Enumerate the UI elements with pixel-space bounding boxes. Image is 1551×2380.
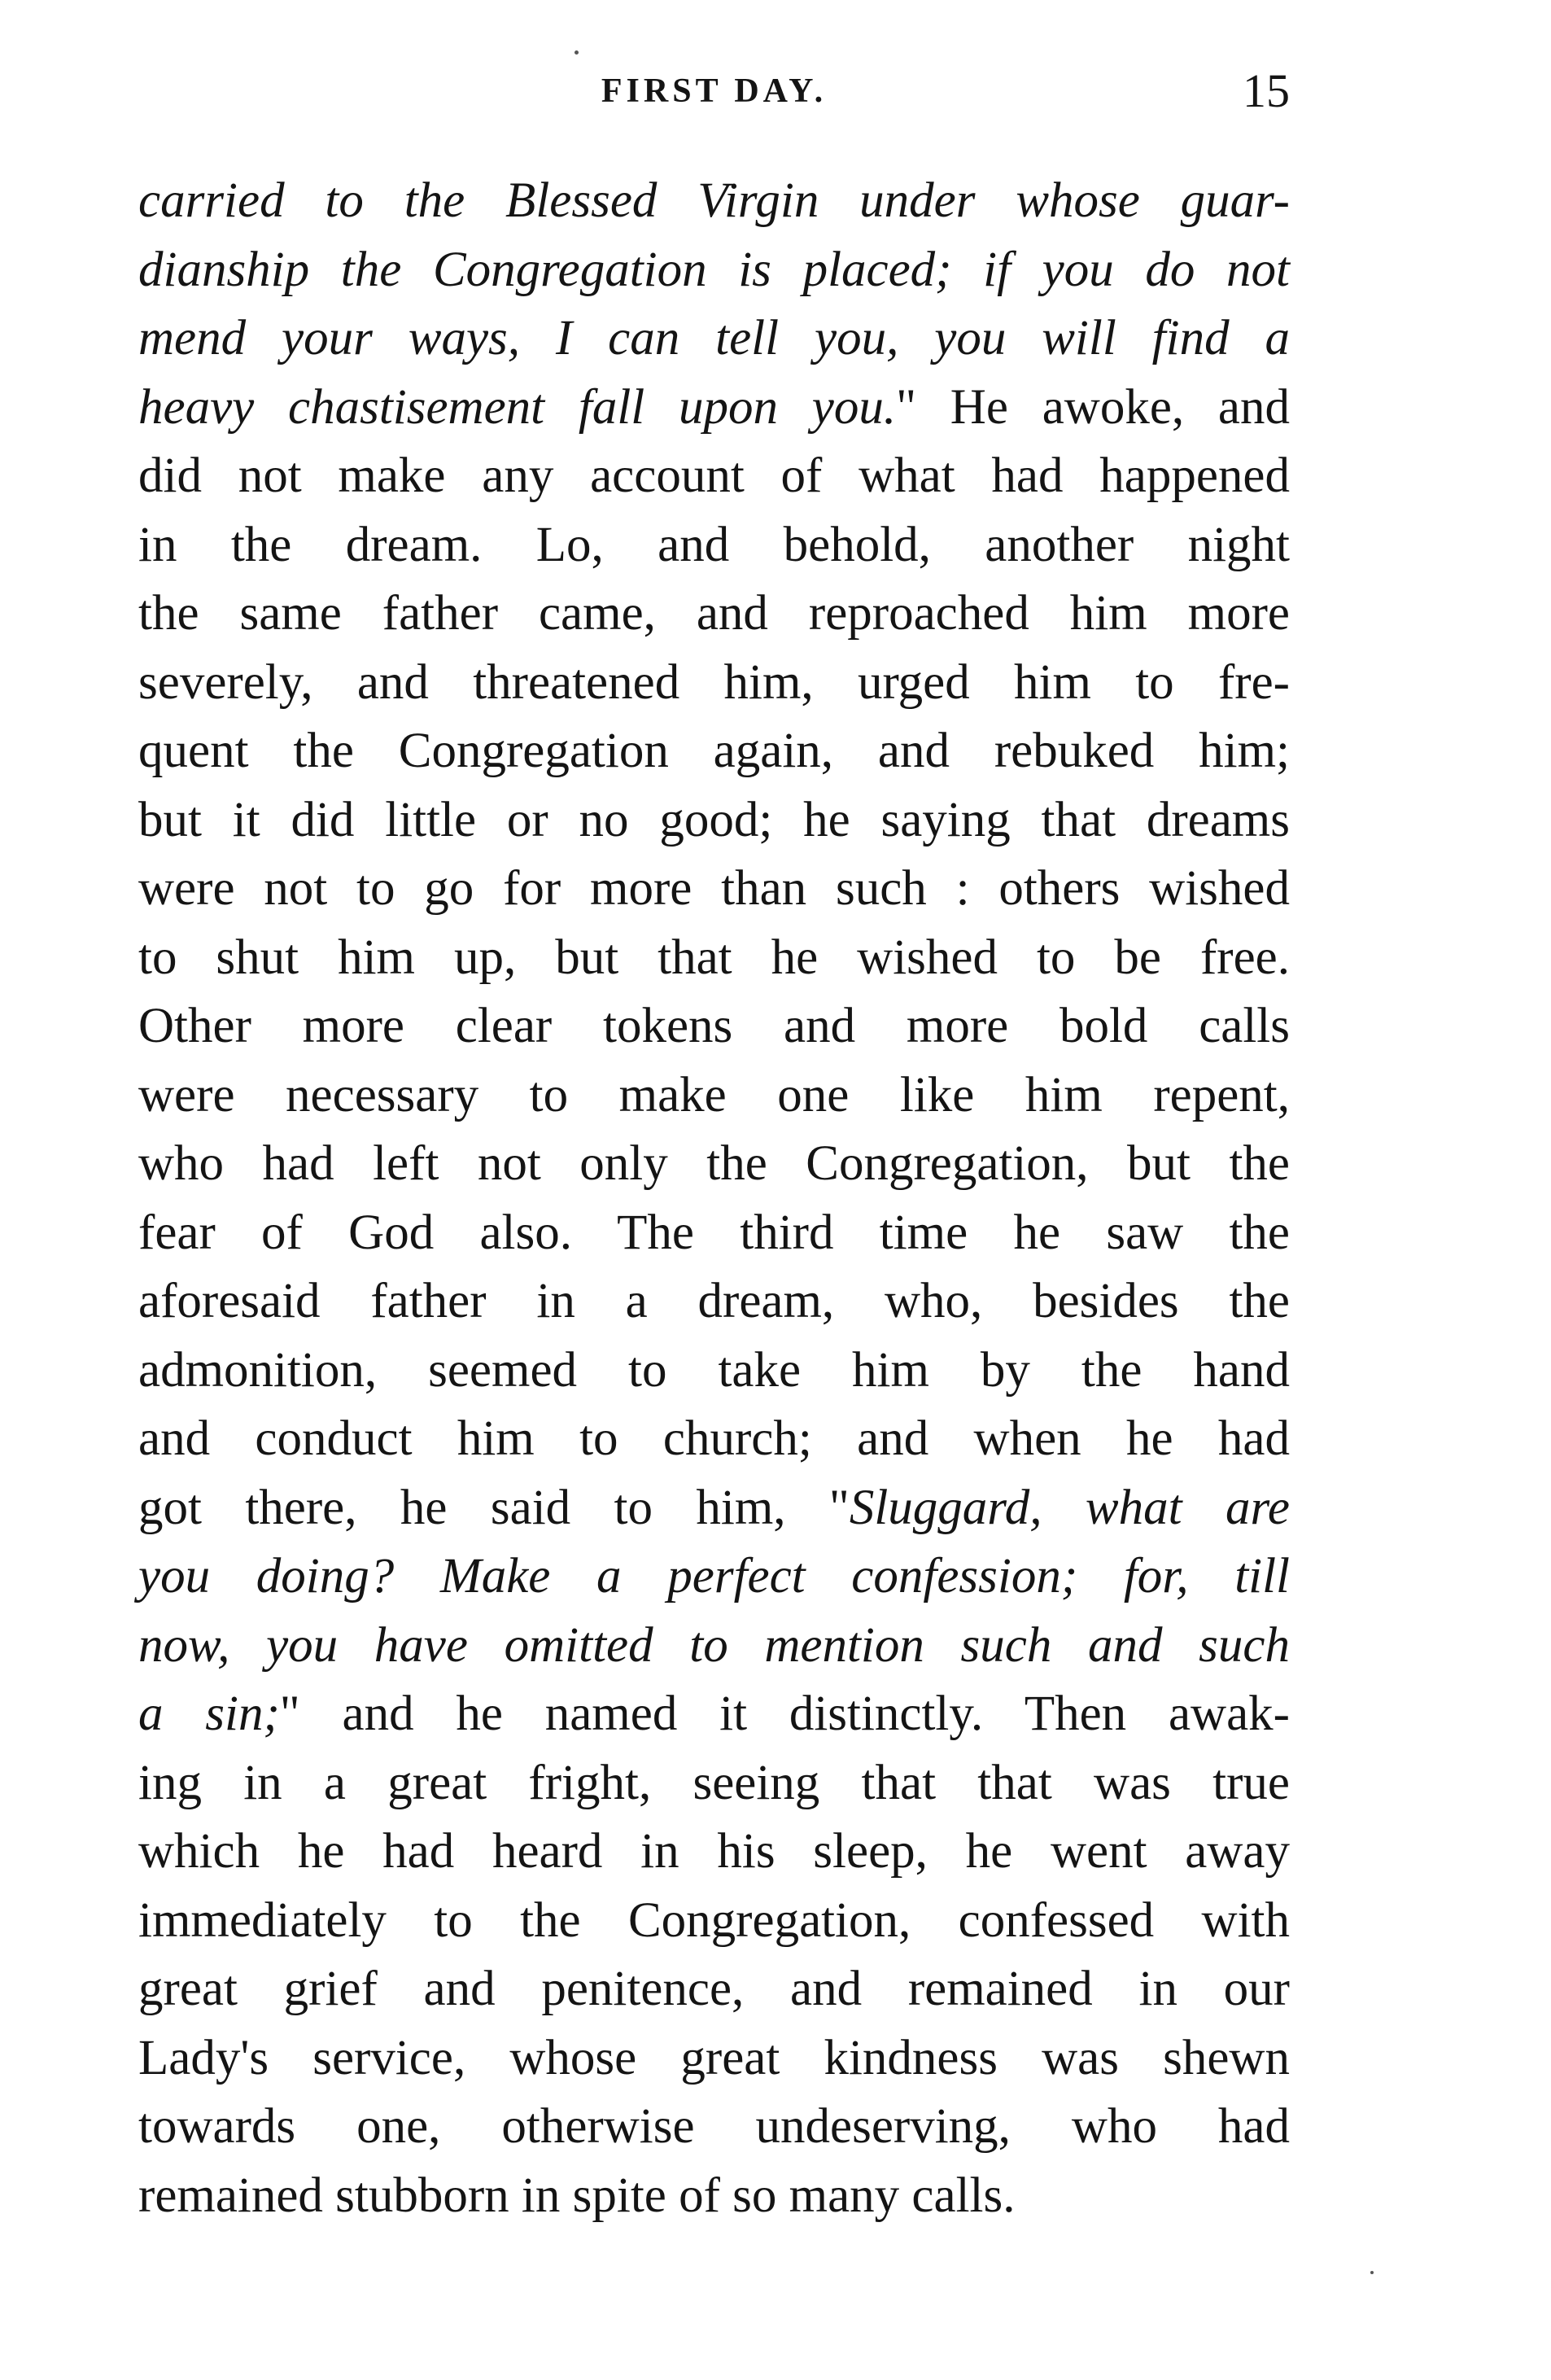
roman-text: were necessary to make one like him repent, [138, 1067, 1290, 1122]
text-line [138, 1680, 1290, 1749]
roman-text: admonition, seemed to take him by the hand [138, 1342, 1290, 1398]
roman-text: aforesaid father in a dream, who, besides the [138, 1274, 1290, 1328]
text-line [138, 855, 1290, 924]
text-line [138, 786, 1290, 855]
roman-text: in the dream. Lo, and behold, another night [138, 517, 1290, 572]
text-line [138, 2024, 1290, 2093]
roman-text: severely, and threatened him, urged him to fre- [138, 654, 1290, 710]
roman-text: but it did little or no good; he saying that dreams [138, 792, 1290, 847]
text-line [138, 374, 1290, 443]
roman-text: Lady's service, whose great kindness was shewn [138, 2030, 1290, 2085]
text-line [138, 1337, 1290, 1406]
text-line [138, 1955, 1290, 2024]
text-line [138, 580, 1290, 649]
italic-text: carried to the Blessed Virgin under whose guar- [138, 173, 1290, 228]
text-line [138, 1130, 1290, 1199]
text-line [138, 167, 1290, 236]
roman-text: " and he named it distinctly. Then awak- [279, 1687, 1290, 1741]
text-line [138, 1474, 1290, 1543]
roman-text: ing in a great fright, seeing that that was true [138, 1755, 1290, 1810]
roman-text: immediately to the Congregation, confessed with [138, 1892, 1290, 1948]
text-line [138, 1405, 1290, 1474]
italic-text: heavy chastisement fall upon you. [138, 379, 897, 435]
page-number: 15 [1243, 64, 1290, 117]
text-line [138, 304, 1290, 374]
running-title: FIRST DAY. [601, 72, 828, 110]
italic-text: mend your ways, I can tell you, you will find a [138, 311, 1290, 365]
roman-text: Other more clear tokens and more bold calls [138, 999, 1290, 1053]
text-line [138, 924, 1290, 993]
italic-text: you doing? Make a perfect confession; for, till [138, 1549, 1290, 1603]
roman-text: to shut him up, but that he wished to be free. [138, 930, 1290, 985]
text-line [138, 992, 1290, 1061]
italic-text: a sin; [138, 1687, 280, 1741]
text-line [138, 511, 1290, 580]
text-line [138, 2162, 1290, 2231]
roman-text: great grief and penitence, and remained in our [138, 1962, 1290, 2016]
roman-text: did not make any account of what had happened [138, 448, 1290, 503]
text-line [138, 442, 1290, 511]
running-head [138, 64, 1290, 129]
italic-text: dianship the Congregation is placed; if you do not [138, 242, 1290, 297]
text-line [138, 1818, 1290, 1887]
text-line [138, 717, 1290, 786]
text-line [138, 1267, 1290, 1337]
text-line [138, 1199, 1290, 1268]
roman-text: the same father came, and reproached him more [138, 586, 1290, 641]
roman-text: towards one, otherwise undeserving, who had [138, 2099, 1290, 2154]
text-line [138, 236, 1290, 305]
print-speck [1370, 2271, 1374, 2274]
roman-text: remained stubborn in spite of so many calls. [138, 2168, 1016, 2223]
roman-text: who had left not only the Congregation, but the [138, 1136, 1290, 1191]
roman-text: and conduct him to church; and when he had [138, 1411, 1290, 1466]
text-line [138, 2093, 1290, 2162]
text-line [138, 1749, 1290, 1818]
roman-text: were not to go for more than such : others wished [138, 861, 1290, 916]
roman-text: fear of God also. The third time he saw the [138, 1205, 1290, 1260]
text-line [138, 1887, 1290, 1956]
roman-text: which he had heard in his sleep, he went away [138, 1824, 1290, 1879]
roman-text: quent the Congregation again, and rebuked him; [138, 724, 1290, 778]
body-text [138, 167, 1290, 2230]
roman-text: got there, he said to him, " [138, 1480, 850, 1535]
print-speck [575, 50, 579, 55]
text-line [138, 649, 1290, 718]
italic-text: Sluggard, what are [849, 1480, 1290, 1535]
roman-text: " He awoke, and [896, 379, 1290, 435]
italic-text: now, you have omitted to mention such and such [138, 1617, 1290, 1673]
text-line [138, 1612, 1290, 1681]
text-line [138, 1061, 1290, 1131]
text-line [138, 1542, 1290, 1612]
